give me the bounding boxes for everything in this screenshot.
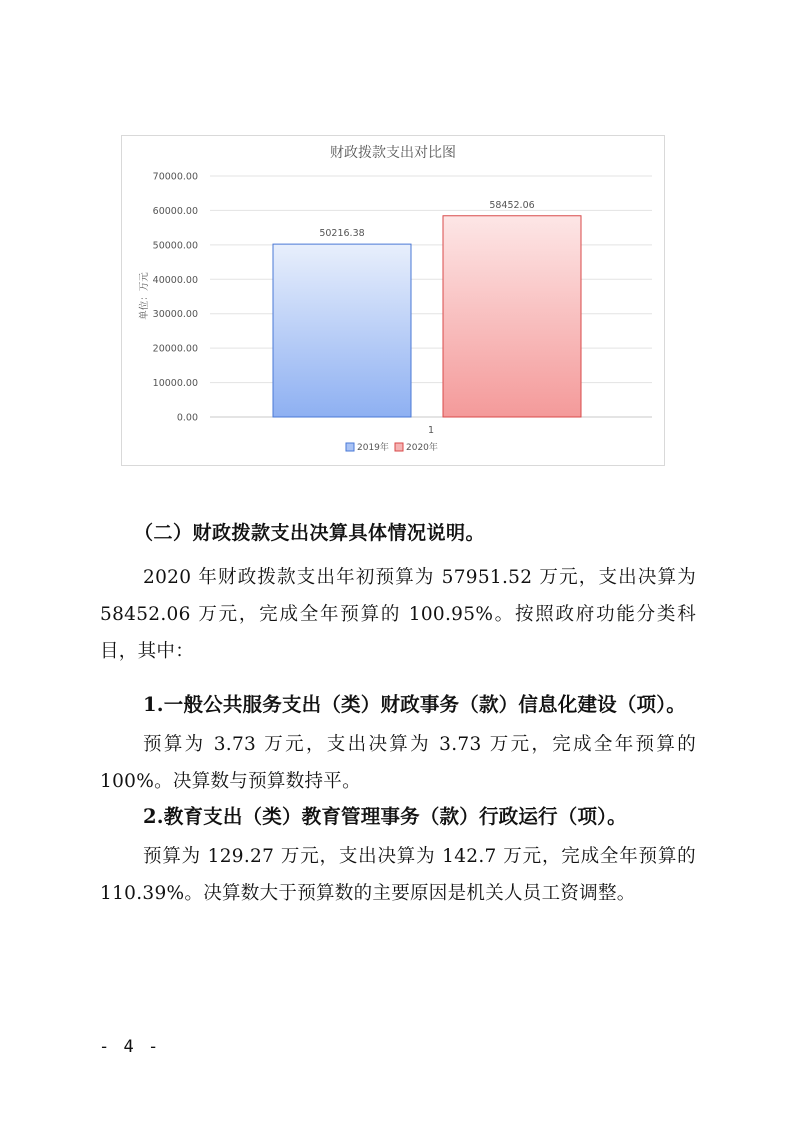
chart-title: 财政拨款支出对比图 [330, 145, 456, 161]
y-tick-label: 10000.00 [152, 378, 198, 390]
legend-label: 2020年 [406, 443, 438, 453]
intro-paragraph: 2020 年财政拨款支出年初预算为 57951.52 万元，支出决算为 58452.06 万元，完成全年预算的 100.95%。按照政府功能分类科目，其中： [100, 567, 696, 662]
bar-2020 [443, 216, 581, 417]
y-tick-label: 70000.00 [152, 171, 198, 183]
item-1-title: 1.一般公共服务支出（类）财政事务（款）信息化建设（项）。 [143, 693, 686, 716]
item-1-body: 预算为 3.73 万元，支出决算为 3.73 万元，完成全年预算的 100%。决算数与预算数持平。 [100, 734, 696, 792]
y-tick-label: 30000.00 [152, 309, 198, 321]
y-tick-label: 0.00 [176, 412, 198, 424]
section-heading: （二）财政拨款支出决算具体情况说明。 [134, 522, 486, 544]
item-2-title: 2.教育支出（类）教育管理事务（款）行政运行（项）。 [143, 805, 627, 828]
chart-svg [122, 136, 664, 465]
legend-label: 2019年 [357, 443, 389, 453]
y-tick-label: 50000.00 [152, 240, 198, 252]
legend-swatch [395, 443, 403, 451]
bar-2019 [273, 244, 411, 417]
legend-swatch [346, 443, 354, 451]
y-tick-label: 40000.00 [152, 274, 198, 286]
legend [346, 441, 438, 453]
y-tick-label: 60000.00 [152, 205, 198, 217]
y-tick-label: 20000.00 [152, 343, 198, 355]
bar-chart [121, 135, 665, 466]
page-number: - 4 - [99, 1037, 161, 1057]
data-label: 50216.38 [319, 228, 365, 240]
y-axis-label: 单位：万元 [139, 272, 150, 320]
data-label: 58452.06 [489, 199, 535, 211]
x-tick-label: 1 [427, 425, 435, 436]
bar-layer [273, 200, 581, 417]
item-2-body: 预算为 129.27 万元，支出决算为 142.7 万元，完成全年预算的 110.39%。决算数大于预算数的主要原因是机关人员工资调整。 [100, 846, 696, 904]
